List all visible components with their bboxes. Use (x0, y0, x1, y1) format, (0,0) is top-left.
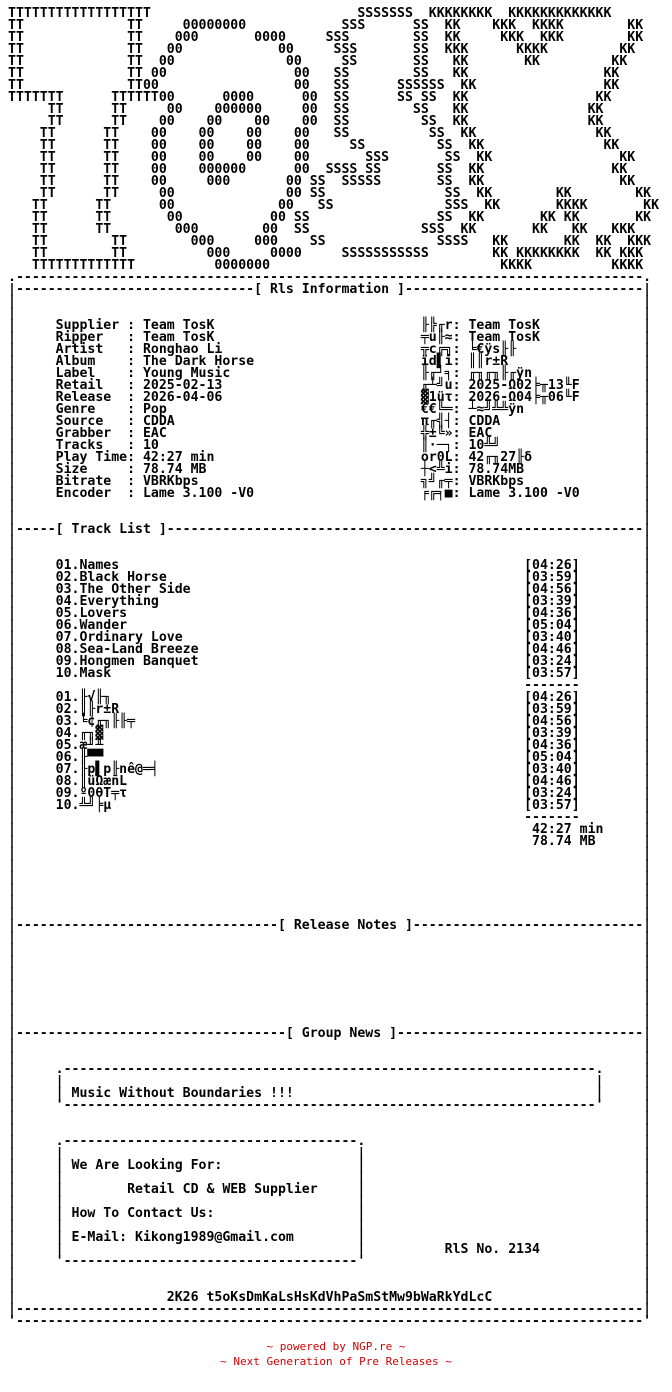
powered-by-footer: ~ powered by NGP.re ~ (266, 1340, 406, 1353)
nfo-document: TTTTTTTTTTTTTTTTTT SSSSSSS KKKKKKKK KKKKKKKKKKKKK TT TT 00000000 SSS SS KK KKK KKKK KK TT TT 000 0000 SSS SS KK KKK KKK KK TT TT 00 00 SSS SS KKK KKKK KK TT TT 00 00 SS SS KK KK KK TT TT 00 00 SS SS KK KK TT TT00 00 SS SSSSSS KK KK TTTTTTT TTTTTT00 0000 00 SS SS SS KK KK TT TT 00 000000 00 SS SS KK KK TT TT 00 00 00 00 SS SS KK KK TT TT 00 00 00 00 SS SS KK KK TT TT 00 00 00 00 SS SS KK KK TT TT 00 00 00 00 SSS SS KK KK TT TT 00 000000 00 SSSS SS SS KK KK TT TT 00 000 00 SS SSSSS SS KK KK TT TT 00 00 SS SS KK KK KK TT TT 00 00 SS SSS KK KKKK KK TT TT 00 00 SS SS KK KK KK KK TT TT 000 00 SS SSS KK KK KK KKK TT TT 000 000 SS SSSS KK KK KK KKK TT TT 000 0000 SSSSSSSSSSS KK KKKKKKKK KK KKK TTTTTTTTTTTTT 0000000 KKKK KKKK .-------------------------------------------------------------------------------. |------------------------------[ Rls Information ]------------------------------| | | | | | Supplier : Team TosK ╟╠╓r: Team TosK | | Ripper : Team TosK ╤u╟≈: Team TosK | | Artist : Ronghao Li ╦c╔╗: ╘€ÿs╟╟ | | Album : The Dark Horse ïd▌i: ║║r±R | | Label : Young Music ╟╓┘╕: ╓╖╓╖╟╓ÿn | | Retail : 2025-02-13 ╓┴╝u: 2025-Ω02╞╥13╙F | | Release : 2026-04-06 ▓1üτ: 2026-Ω04╞╥06╙F | | Genre : Pop €€╚═: ┴≈╝╩╩ÿn | | Source : CDDA π╓╣┤: CDDA | | Grabber : EAC ╬±╚»: EAC | | Tracks : 10 ║·─┐: 10╩╝ | | Play Time: 42:27 min or0L: 42╓╖27╟δ | | Size : 78.74 MB ┼<╩i: 78.74MB | | Bitrate : VBRKbps ╗╝╓╤: VBRKbps | | Encoder : Lame 3.100 -V0 ╒╔╕■: Lame 3.100 -V0 | | | | | |-----[ Track List ]------------------------------------------------------------| | | | | | 01.Names [04:26] | | 02.Black Horse [03:59] | | 03.The Other Side [04:56] | | 04.Everything [03:39] | | 05.Lovers [04:36] | | 06.Wander [05:04] | | 07.Ordinary Love [03:40] | | 08.Sea-Land Breeze [04:46] | | 09.Hongmen Banquet [03:24] | | 10.Mask [03:57] | | ------- | | 01.╟√╟╖ [04:26] | | 02.║╟r±R [03:59] | | 03.╘¢╓╖╟╟╤ [04:56] | | 04.╓╖▓ [03:39] | | 05.æ╜╨ [04:36] | | 06.╟▀▀ [05:04] | | 07.╟p▌p╟nê@═╡ [03:40] | | 08.║üΩæñL [04:46] | | 09.º0θT╤τ [03:24] | | 10.╩╝╞µ [03:57] | | ------- | | 42:27 min | | 78.74 MB | | | | | | | | | | | | | |---------------------------------[ Release Notes ]-----------------------------| | | | | | | | | | | | | | | | | |----------------------------------[ Group News ]-------------------------------| | | | | | .-------------------------------------------------------------------. | | | | | | | Music Without Boundaries !!! | | | '-------------------------------------------------------------------' | | | | | | .-------------------------------------. | | | | | | | We Are Looking For: | | | | | | | | Retail CD & WEB Supplier | | | | | | | | How To Contact Us: | | | | | | | | E-Mail: Kikong1989@Gmail.com | | | | | RlS No. 2134 | | '-------------------------------------' | | | | | | 2K26 t5oKsDmKaLsHsKdVhPaSmStMw9bWaRkYdLcC | |-------------------------------------------------------------------------------| '-------------------------------------------------------------------------------' (8, 6, 660, 1329)
tagline-footer: ~ Next Generation of Pre Releases ~ (220, 1355, 452, 1368)
